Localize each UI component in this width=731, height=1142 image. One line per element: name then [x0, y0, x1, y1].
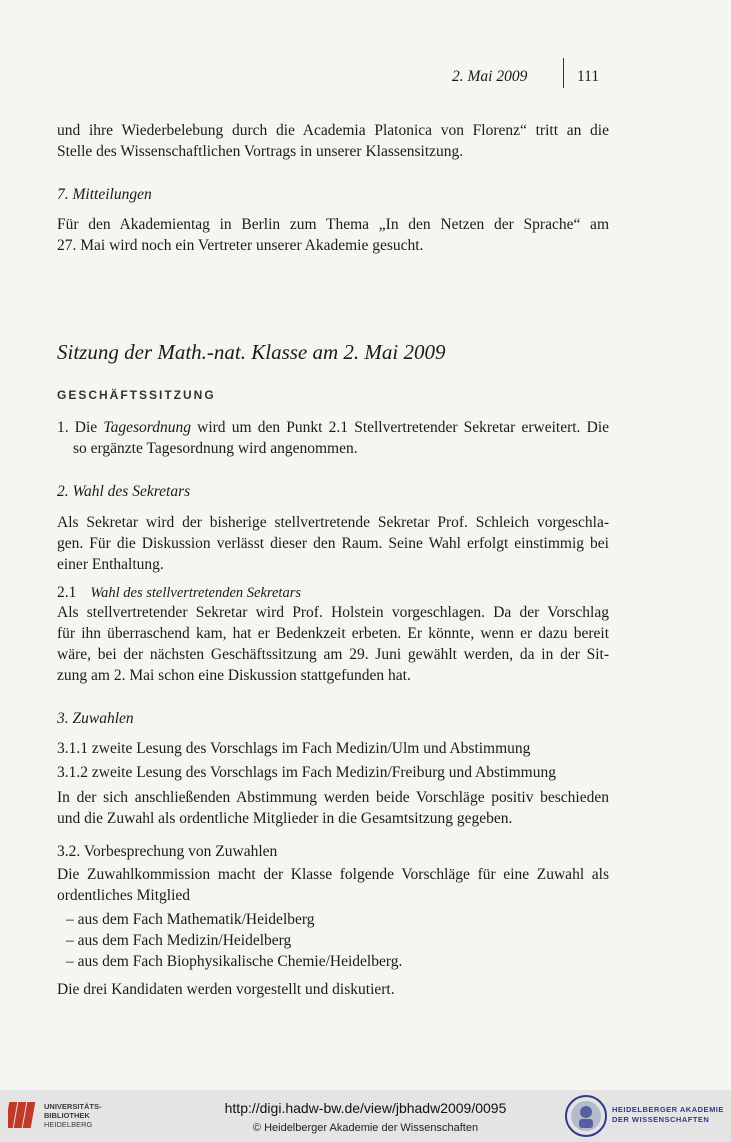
- paragraph-line: In der sich anschließenden Abstimmung werden beide Vorschläge positiv beschieden: [57, 789, 609, 806]
- item-3-1-1: 3.1.1 zweite Lesung des Vorschlags im Fach Medizin/Ulm und Abstimmung: [57, 740, 531, 757]
- item-1-keyword: Tagesordnung: [103, 419, 191, 436]
- item-3-title: 3. Zuwahlen: [57, 710, 134, 727]
- paragraph-line: Für den Akademientag in Berlin zum Thema „In den Netzen der Sprache“ am: [57, 216, 609, 233]
- item-2-1-title: [57, 582, 609, 604]
- item-3-1-2: 3.1.2 zweite Lesung des Vorschlags im Fach Medizin/Freiburg und Abstimmung: [57, 764, 556, 781]
- paragraph-line: zung am 2. Mai schon eine Diskussion stattgefunden hat.: [57, 667, 411, 684]
- paragraph-line: und die Zuwahl als ordentliche Mitglieder in die Gesamtsitzung gegeben.: [57, 810, 513, 827]
- paragraph-line: Als Sekretar wird der bisherige stellvertretende Sekretar Prof. Schleich vorgeschla-: [57, 514, 609, 531]
- paragraph-line: ordentliches Mitglied: [57, 887, 191, 904]
- item-2-title: 2. Wahl des Sekretars: [57, 483, 191, 500]
- paragraph-line: Die drei Kandidaten werden vorgestellt und diskutiert.: [57, 981, 395, 998]
- paragraph-line: 27. Mai wird noch ein Vertreter unserer Akademie gesucht.: [57, 237, 424, 254]
- copyright-notice: © Heidelberger Akademie der Wissenschaften: [252, 1122, 479, 1134]
- item-1-number: 1. Die: [57, 419, 98, 436]
- library-line: HEIDELBERG: [44, 1120, 93, 1129]
- item-1-text: wird um den Punkt 2.1 Stellvertretender Sekretar erweitert. Die: [197, 419, 609, 436]
- list-item: – aus dem Fach Biophysikalische Chemie/Heidelberg.: [66, 953, 403, 970]
- session-subheading: GESCHÄFTSSITZUNG: [57, 388, 216, 402]
- item-1-line-1: [57, 417, 609, 438]
- header-divider: [563, 58, 564, 88]
- academy-seal-icon: [564, 1094, 608, 1138]
- paragraph-line: gen. Für die Diskussion verlässt dieser den Raum. Seine Wahl erfolgt einstimmig bei: [57, 535, 609, 552]
- paragraph-line: wäre, bei der nächsten Geschäftssitzung am 29. Juni gewählt werden, da in der Sit-: [57, 646, 609, 663]
- item-3-2-title: 3.2. Vorbesprechung von Zuwahlen: [57, 843, 278, 860]
- section-7-title-text: 7. Mitteilungen: [57, 186, 152, 203]
- paragraph-line: und ihre Wiederbelebung durch die Academia Platonica von Florenz“ tritt an die: [57, 122, 609, 139]
- academy-name: [612, 1105, 724, 1125]
- list-item: – aus dem Fach Mathematik/Heidelberg: [66, 911, 315, 928]
- academy-line: HEIDELBERGER AKADEMIE: [612, 1105, 724, 1114]
- item-2-1-title-text: Wahl des stellvertretenden Sekretars: [90, 585, 301, 601]
- library-line: UNIVERSITÄTS-: [44, 1102, 102, 1111]
- paragraph-line: einer Enthaltung.: [57, 556, 164, 573]
- running-header-date: 2. Mai 2009: [452, 68, 528, 85]
- viewer-footer: [0, 1090, 731, 1142]
- academy-line: DER WISSENSCHAFTEN: [612, 1115, 710, 1124]
- paragraph-line: für ihn überraschend kam, hat er Bedenkzeit erbeten. Er könnte, wenn er dazu bereit: [57, 625, 609, 642]
- library-line: BIBLIOTHEK: [44, 1111, 90, 1120]
- permalink-url[interactable]: http://digi.hadw-bw.de/view/jbhadw2009/0095: [224, 1100, 507, 1116]
- item-2-1-number: 2.1: [57, 584, 77, 601]
- page-number: 111: [577, 68, 600, 85]
- section-7-title: [57, 184, 609, 205]
- session-heading: Sitzung der Math.-nat. Klasse am 2. Mai 2009: [57, 340, 446, 364]
- paragraph-line: Als stellvertretender Sekretar wird Prof. Holstein vorgeschlagen. Da der Vorschlag: [57, 604, 609, 621]
- paragraph-line: so ergänzte Tagesordnung wird angenommen.: [73, 440, 358, 457]
- paragraph-line: Stelle des Wissenschaftlichen Vortrags in unserer Klassensitzung.: [57, 143, 464, 160]
- list-item: – aus dem Fach Medizin/Heidelberg: [66, 932, 292, 949]
- paragraph-line: Die Zuwahlkommission macht der Klasse folgende Vorschläge für eine Zuwahl als: [57, 866, 609, 883]
